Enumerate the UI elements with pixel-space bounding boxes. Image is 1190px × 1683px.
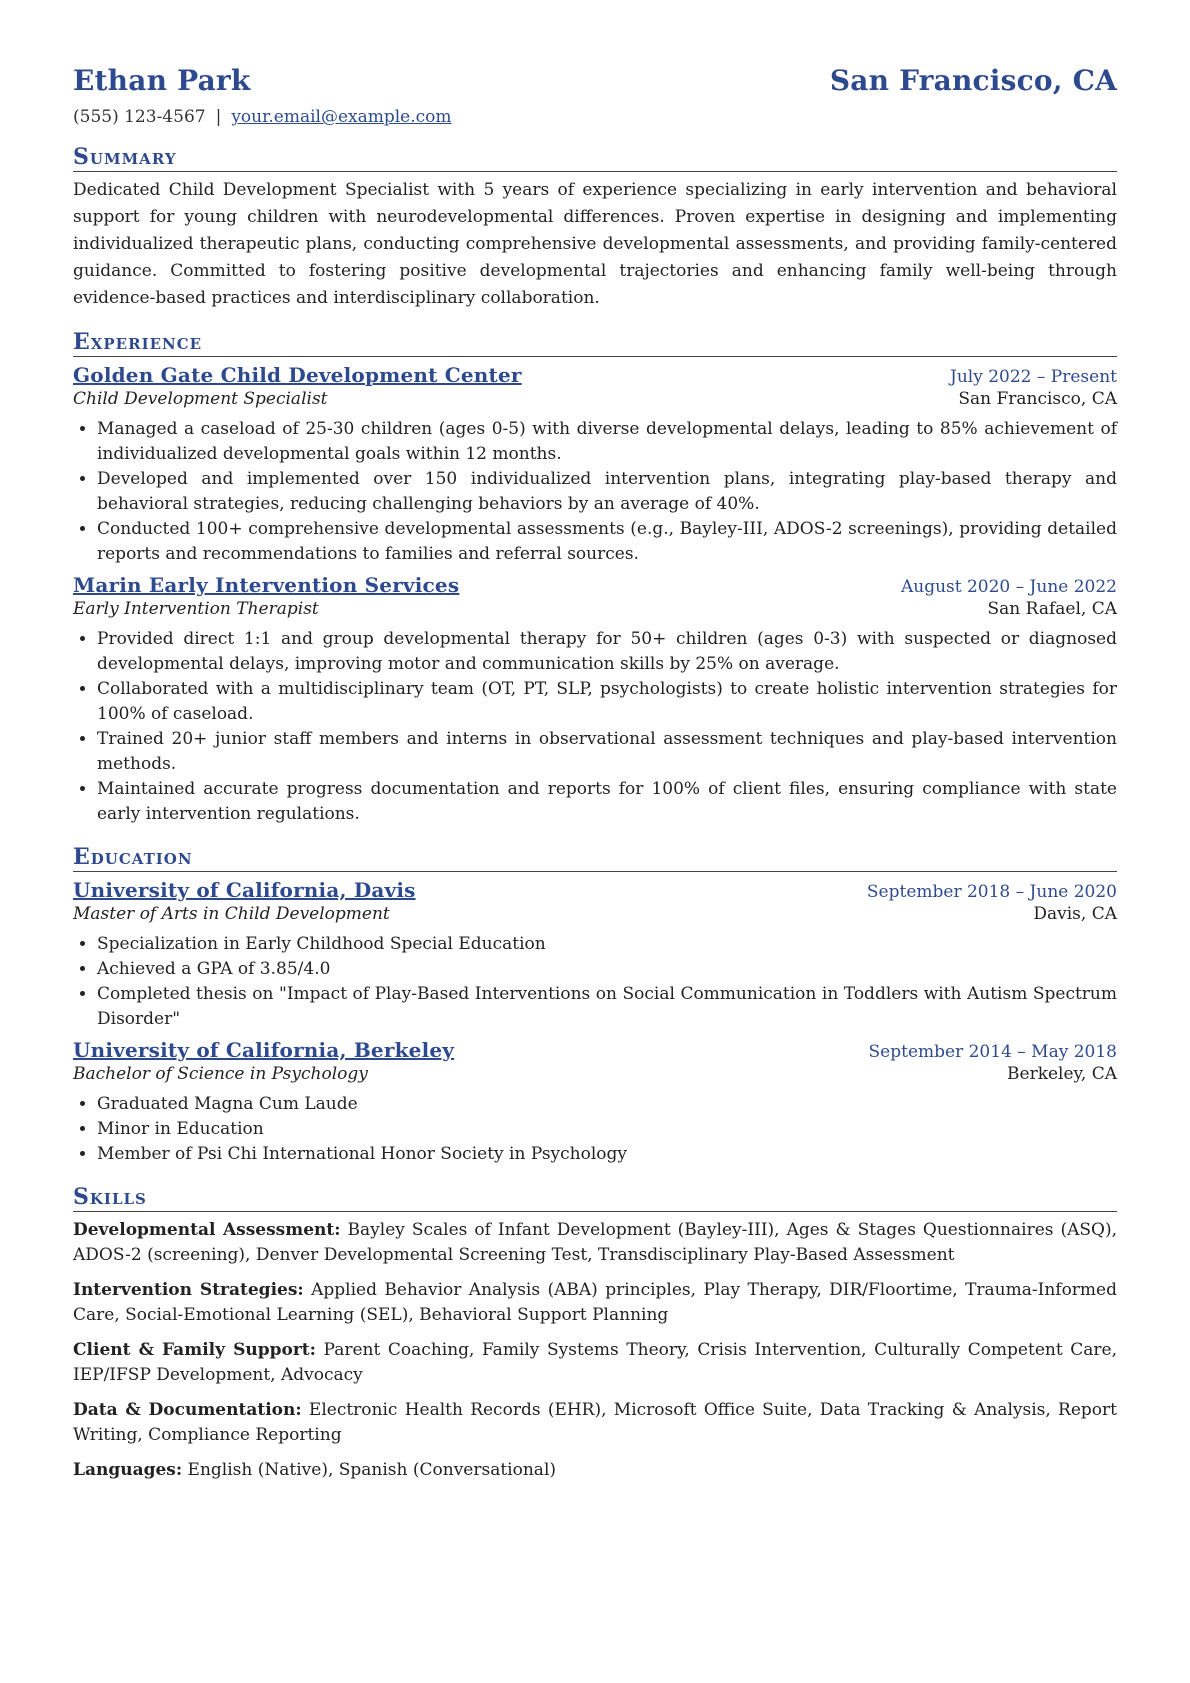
skills-list [73, 1218, 1117, 1483]
skill-value: English (Native), Spanish (Conversational) [187, 1460, 557, 1480]
skill-line [73, 1338, 1117, 1388]
bullet-item: • Developed and implemented over 150 individualized intervention plans, integrating play-based therapy and behavioral strategies, reducing challenging behaviors by an average of 40%. [97, 467, 1117, 517]
study-dates: September 2018 – June 2020 [866, 882, 1117, 902]
job-title: Early Intervention Therapist [73, 599, 319, 619]
skill-value: Applied Behavior Analysis (ABA) principles, Play Therapy, DIR/Floortime, Trauma-Informed Care, Social-Emotional Learning (SEL), Behavioral Support Planning [73, 1280, 1117, 1325]
experience-entry [73, 363, 1117, 567]
bullet-item: • Collaborated with a multidisciplinary team (OT, PT, SLP, psychologists) to create holistic intervention strategies for 100% of caseload. [97, 677, 1117, 727]
school-link[interactable]: University of California, Davis [73, 878, 416, 902]
school-location: Berkeley, CA [1007, 1064, 1117, 1084]
education-bullets [73, 1092, 1117, 1167]
employment-dates: July 2022 – Present [950, 367, 1117, 387]
bullet-item: • Completed thesis on "Impact of Play-Based Interventions on Social Communication in Toddlers with Autism Spectrum Disorder" [97, 982, 1117, 1032]
employment-dates: August 2020 – June 2022 [900, 577, 1117, 597]
candidate-location: San Francisco, CA [829, 64, 1117, 97]
skill-value: Electronic Health Records (EHR), Microsoft Office Suite, Data Tracking & Analysis, Report Writing, Compliance Reporting [73, 1400, 1117, 1445]
skill-line [73, 1218, 1117, 1268]
bullet-item: • Provided direct 1:1 and group developmental therapy for 50+ children (ages 0-3) with suspected or diagnosed developmental delays, improving motor and communication skills by 25% on average. [97, 627, 1117, 677]
employer-link[interactable]: Golden Gate Child Development Center [73, 363, 522, 387]
skill-line [73, 1278, 1117, 1328]
bullet-item: • Minor in Education [97, 1117, 1117, 1142]
experience-entry [73, 573, 1117, 827]
section-title-education: Education [73, 843, 1117, 872]
job-title: Child Development Specialist [73, 389, 328, 409]
skill-label: Languages: [73, 1460, 183, 1480]
study-dates: September 2014 – May 2018 [868, 1042, 1117, 1062]
job-bullets [73, 627, 1117, 827]
bullet-item: • Maintained accurate progress documentation and reports for 100% of client files, ensuring compliance with state early intervention regulations. [97, 777, 1117, 827]
bullet-item: • Member of Psi Chi International Honor Society in Psychology [97, 1142, 1117, 1167]
education-bullets [73, 932, 1117, 1032]
section-title-summary: Summary [73, 143, 1117, 172]
skill-label: Data & Documentation: [73, 1400, 302, 1420]
degree-title: Bachelor of Science in Psychology [73, 1064, 368, 1084]
bullet-item: • Achieved a GPA of 3.85/4.0 [97, 957, 1117, 982]
job-location: San Rafael, CA [987, 599, 1117, 619]
skill-label: Intervention Strategies: [73, 1280, 304, 1300]
skill-label: Developmental Assessment: [73, 1220, 341, 1240]
skill-value: Bayley Scales of Infant Development (Bayley-III), Ages & Stages Questionnaires (ASQ), ADOS-2 (screening), Denver Developmental Screening Test, Transdisciplinary Play-Based Assessment [73, 1220, 1118, 1265]
bullet-item: • Specialization in Early Childhood Special Education [97, 932, 1117, 957]
school-link[interactable]: University of California, Berkeley [73, 1038, 455, 1062]
education-entry [73, 1038, 1117, 1167]
section-title-skills: Skills [73, 1183, 1117, 1212]
contact-line [73, 107, 1117, 127]
section-title-experience: Experience [73, 328, 1117, 357]
bullet-item: • Managed a caseload of 25-30 children (ages 0-5) with diverse developmental delays, leading to 85% achievement of individualized developmental goals within 12 months. [97, 417, 1117, 467]
skill-label: Client & Family Support: [73, 1340, 316, 1360]
education-entry [73, 878, 1117, 1032]
summary-text: Dedicated Child Development Specialist with 5 years of experience specializing in early intervention and behavioral support for young children with neurodevelopmental differences. Proven expertise in designing and implementing individualized therapeutic plans, conducting comprehensive developmental assessments, and providing family-centered guidance. Committed to fostering positive developmental trajectories and enhancing family well-being through evidence-based practices and interdisciplinary collaboration. [73, 180, 1117, 308]
school-location: Davis, CA [1033, 904, 1117, 924]
skill-line [73, 1458, 1117, 1483]
employer-link[interactable]: Marin Early Intervention Services [73, 573, 460, 597]
job-bullets [73, 417, 1117, 567]
phone-number: (555) 123-4567 [73, 107, 206, 127]
skill-line [73, 1398, 1117, 1448]
contact-separator: | [215, 107, 222, 127]
bullet-item: • Conducted 100+ comprehensive developmental assessments (e.g., Bayley-III, ADOS-2 screenings), providing detailed reports and recommendations to families and referral sources. [97, 517, 1117, 567]
job-location: San Francisco, CA [958, 389, 1117, 409]
skill-value: Parent Coaching, Family Systems Theory, Crisis Intervention, Culturally Competent Care, IEP/IFSP Development, Advocacy [73, 1340, 1117, 1385]
bullet-item: • Trained 20+ junior staff members and interns in observational assessment techniques and play-based intervention methods. [97, 727, 1117, 777]
bullet-item: • Graduated Magna Cum Laude [97, 1092, 1117, 1117]
resume-header [73, 64, 1117, 97]
degree-title: Master of Arts in Child Development [73, 904, 390, 924]
email-link[interactable]: your.email@example.com [231, 107, 452, 127]
candidate-name: Ethan Park [73, 64, 251, 97]
